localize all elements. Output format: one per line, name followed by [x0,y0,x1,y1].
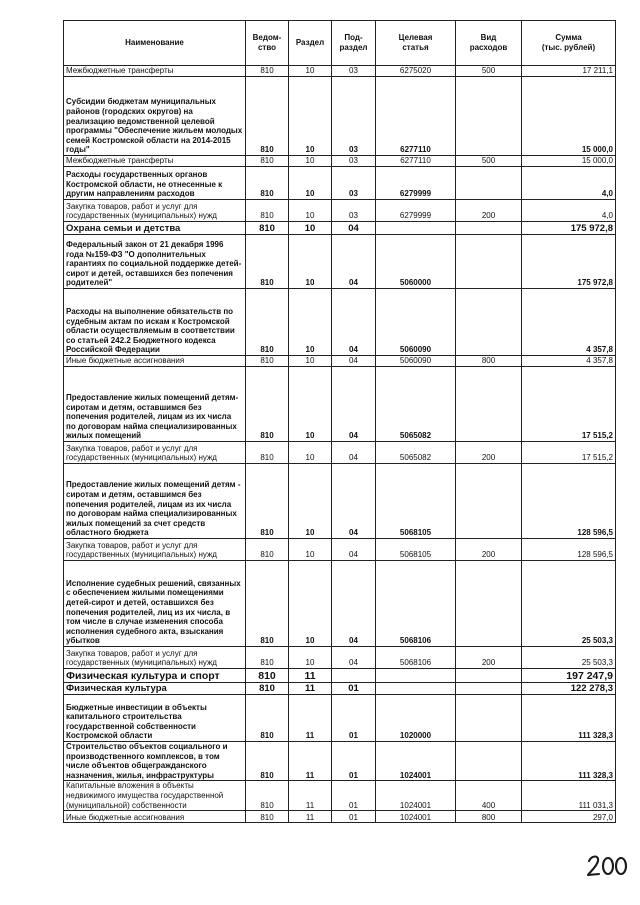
row-name: Охрана семьи и детства [64,222,246,235]
row-vedomstvo: 810 [246,464,289,539]
row-vedomstvo: 810 [246,442,289,464]
row-name: Закупка товаров, работ и услуг для государственных (муниципальных) нужд [64,200,246,222]
table-row [64,669,616,683]
table-header-row [64,21,616,66]
row-name: Предоставление жилых помещений детям-сиротам и детям, оставшимся без попечения родителей, лицам из их числа по договорам найма специализированных жилых помещений [64,367,246,442]
header-vedomstvo: Ведом- ство [246,21,289,66]
table-row [64,77,616,156]
row-summa: 175 972,8 [522,222,616,235]
row-vedomstvo: 810 [246,647,289,669]
row-name: Закупка товаров, работ и услуг для государственных (муниципальных) нужд [64,647,246,669]
row-podrazdel: 04 [332,222,376,235]
row-razdel: 10 [289,367,332,442]
row-podrazdel: 04 [332,561,376,647]
row-vid-raskhodov [456,77,522,156]
table-row [64,695,616,742]
row-vid-raskhodov: 800 [456,811,522,823]
row-summa: 122 278,3 [522,683,616,695]
row-tselevaya-statya: 1024001 [376,742,456,781]
handwritten-page-number [586,852,630,878]
row-podrazdel: 03 [332,156,376,167]
row-podrazdel: 03 [332,167,376,200]
row-razdel: 10 [289,66,332,77]
row-name: Закупка товаров, работ и услуг для государственных (муниципальных) нужд [64,442,246,464]
row-vedomstvo: 810 [246,200,289,222]
header-podrazdel: Под- раздел [332,21,376,66]
row-podrazdel: 01 [332,781,376,811]
table-row [64,561,616,647]
table-row [64,367,616,442]
row-vedomstvo: 810 [246,669,289,683]
table-row [64,742,616,781]
row-podrazdel: 03 [332,77,376,156]
row-summa: 15 000,0 [522,77,616,156]
row-razdel: 10 [289,77,332,156]
row-tselevaya-statya: 5068105 [376,539,456,561]
row-summa: 4,0 [522,200,616,222]
table-row [64,442,616,464]
table-row [64,683,616,695]
header-summa: Сумма (тыс. рублей) [522,21,616,66]
row-name: Строительство объектов социального и производственного комплексов, в том числе объектов общегражданского назначения, жилья, инфраструктуры [64,742,246,781]
row-tselevaya-statya: 6277110 [376,77,456,156]
row-podrazdel: 04 [332,442,376,464]
row-tselevaya-statya [376,683,456,695]
row-name: Иные бюджетные ассигнования [64,356,246,367]
row-tselevaya-statya [376,222,456,235]
row-vid-raskhodov [456,695,522,742]
row-tselevaya-statya: 6279999 [376,200,456,222]
table-row [64,289,616,356]
table-row [64,781,616,811]
table-row [64,167,616,200]
row-name: Физическая культура [64,683,246,695]
row-summa: 25 503,3 [522,561,616,647]
table-row [64,156,616,167]
row-vid-raskhodov: 400 [456,781,522,811]
row-summa: 17 515,2 [522,367,616,442]
row-razdel: 11 [289,781,332,811]
row-vedomstvo: 810 [246,811,289,823]
row-vid-raskhodov [456,683,522,695]
row-vid-raskhodov: 500 [456,66,522,77]
row-podrazdel: 01 [332,811,376,823]
row-name: Бюджетные инвестиции в объекты капитального строительства государственной собственности Костромской области [64,695,246,742]
row-razdel: 10 [289,289,332,356]
row-razdel: 11 [289,742,332,781]
row-name: Иные бюджетные ассигнования [64,811,246,823]
row-summa: 128 596,5 [522,539,616,561]
row-razdel: 10 [289,356,332,367]
row-vedomstvo: 810 [246,683,289,695]
table-row [64,235,616,289]
row-tselevaya-statya: 5068105 [376,464,456,539]
table-row [64,647,616,669]
row-summa: 197 247,9 [522,669,616,683]
row-podrazdel: 04 [332,356,376,367]
row-name: Межбюджетные трансферты [64,156,246,167]
table-body [64,66,616,823]
row-vedomstvo: 810 [246,742,289,781]
row-summa: 25 503,3 [522,647,616,669]
row-razdel: 10 [289,235,332,289]
row-razdel: 10 [289,156,332,167]
row-name: Федеральный закон от 21 декабря 1996 года №159-ФЗ "О дополнительных гарантиях по социальной поддержке детей-сирот и детей, оставшихся без попечения родителей" [64,235,246,289]
row-summa: 17 211,1 [522,66,616,77]
row-razdel: 10 [289,222,332,235]
header-name: Наименование [64,21,246,66]
row-podrazdel: 04 [332,367,376,442]
row-summa: 111 031,3 [522,781,616,811]
row-summa: 128 596,5 [522,464,616,539]
row-podrazdel: 03 [332,66,376,77]
row-tselevaya-statya: 6277110 [376,156,456,167]
row-razdel: 11 [289,695,332,742]
row-vedomstvo: 810 [246,77,289,156]
row-vid-raskhodov: 200 [456,442,522,464]
row-vedomstvo: 810 [246,367,289,442]
row-vid-raskhodov: 500 [456,156,522,167]
row-name: Физическая культура и спорт [64,669,246,683]
row-vid-raskhodov: 200 [456,647,522,669]
row-summa: 17 515,2 [522,442,616,464]
row-podrazdel: 01 [332,742,376,781]
row-tselevaya-statya: 5068106 [376,561,456,647]
row-razdel: 10 [289,167,332,200]
header-vid-raskhodov: Вид расходов [456,21,522,66]
row-vid-raskhodov [456,167,522,200]
row-vedomstvo: 810 [246,167,289,200]
row-tselevaya-statya: 5065082 [376,442,456,464]
row-razdel: 10 [289,200,332,222]
table-row [64,539,616,561]
row-name: Субсидии бюджетам муниципальных районов (городских округов) на реализацию ведомственной целевой программы "Обеспечение жильем молодых семей Костромской области на 2014-2015 годы" [64,77,246,156]
header-razdel: Раздел [289,21,332,66]
row-summa: 175 972,8 [522,235,616,289]
row-name: Расходы на выполнение обязательств по судебным актам по искам к Костромской области осуществляемым в соответствии со статьей 242.2 Бюджетного кодекса Российской Федерации [64,289,246,356]
row-razdel: 10 [289,647,332,669]
row-vid-raskhodov: 200 [456,539,522,561]
row-podrazdel: 04 [332,289,376,356]
row-podrazdel [332,669,376,683]
row-vedomstvo: 810 [246,561,289,647]
row-razdel: 11 [289,669,332,683]
row-vid-raskhodov [456,222,522,235]
row-name: Предоставление жилых помещений детям - сиротам и детям, оставшимся без попечения родителей, лицам из их числа по договорам найма специализированных жилых помещений за счет средств областного бюджета [64,464,246,539]
row-tselevaya-statya: 6279999 [376,167,456,200]
row-vid-raskhodov [456,367,522,442]
row-name: Закупка товаров, работ и услуг для государственных (муниципальных) нужд [64,539,246,561]
row-vid-raskhodov [456,742,522,781]
row-vedomstvo: 810 [246,156,289,167]
table-row [64,66,616,77]
row-vid-raskhodov: 200 [456,200,522,222]
row-name: Исполнение судебных решений, связанных с обеспечением жилыми помещениями детей-сирот и детей, оставшихся без попечения родителей, лиц из их числа, в том числе в случае изменения способа исполнения судебного акта, взыскания убытков [64,561,246,647]
row-tselevaya-statya: 5065082 [376,367,456,442]
row-vid-raskhodov: 800 [456,356,522,367]
row-razdel: 10 [289,561,332,647]
row-razdel: 10 [289,442,332,464]
row-vedomstvo: 810 [246,781,289,811]
row-podrazdel: 03 [332,200,376,222]
row-name: Капитальные вложения в объекты недвижимого имущества государственной (муниципальной) собственности [64,781,246,811]
row-vid-raskhodov [456,235,522,289]
table-row [64,464,616,539]
row-vid-raskhodov [456,464,522,539]
header-tselevaya-statya: Целевая статья [376,21,456,66]
budget-table [63,20,616,823]
table-row [64,222,616,235]
row-vid-raskhodov [456,669,522,683]
row-summa: 297,0 [522,811,616,823]
row-razdel: 11 [289,683,332,695]
row-summa: 4,0 [522,167,616,200]
table-row [64,811,616,823]
row-podrazdel: 01 [332,683,376,695]
row-summa: 15 000,0 [522,156,616,167]
row-summa: 4 357,8 [522,289,616,356]
row-vedomstvo: 810 [246,66,289,77]
row-vedomstvo: 810 [246,695,289,742]
row-podrazdel: 04 [332,539,376,561]
row-vid-raskhodov [456,561,522,647]
row-summa: 4 357,8 [522,356,616,367]
table-row [64,356,616,367]
row-name: Расходы государственных органов Костромской области, не отнесенные к другим направлениям расходов [64,167,246,200]
row-tselevaya-statya: 5060090 [376,356,456,367]
row-podrazdel: 04 [332,235,376,289]
row-tselevaya-statya [376,669,456,683]
row-tselevaya-statya: 1024001 [376,811,456,823]
row-podrazdel: 01 [332,695,376,742]
row-tselevaya-statya: 1024001 [376,781,456,811]
row-vedomstvo: 810 [246,235,289,289]
row-podrazdel: 04 [332,647,376,669]
row-vedomstvo: 810 [246,222,289,235]
row-name: Межбюджетные трансферты [64,66,246,77]
row-tselevaya-statya: 5060090 [376,289,456,356]
row-tselevaya-statya: 6275020 [376,66,456,77]
row-tselevaya-statya: 5060000 [376,235,456,289]
row-vedomstvo: 810 [246,289,289,356]
row-podrazdel: 04 [332,464,376,539]
row-vid-raskhodov [456,289,522,356]
row-vedomstvo: 810 [246,539,289,561]
row-vedomstvo: 810 [246,356,289,367]
table-row [64,200,616,222]
row-summa: 111 328,3 [522,742,616,781]
row-tselevaya-statya: 1020000 [376,695,456,742]
row-summa: 111 328,3 [522,695,616,742]
row-razdel: 10 [289,539,332,561]
row-razdel: 10 [289,464,332,539]
row-razdel: 11 [289,811,332,823]
row-tselevaya-statya: 5068106 [376,647,456,669]
